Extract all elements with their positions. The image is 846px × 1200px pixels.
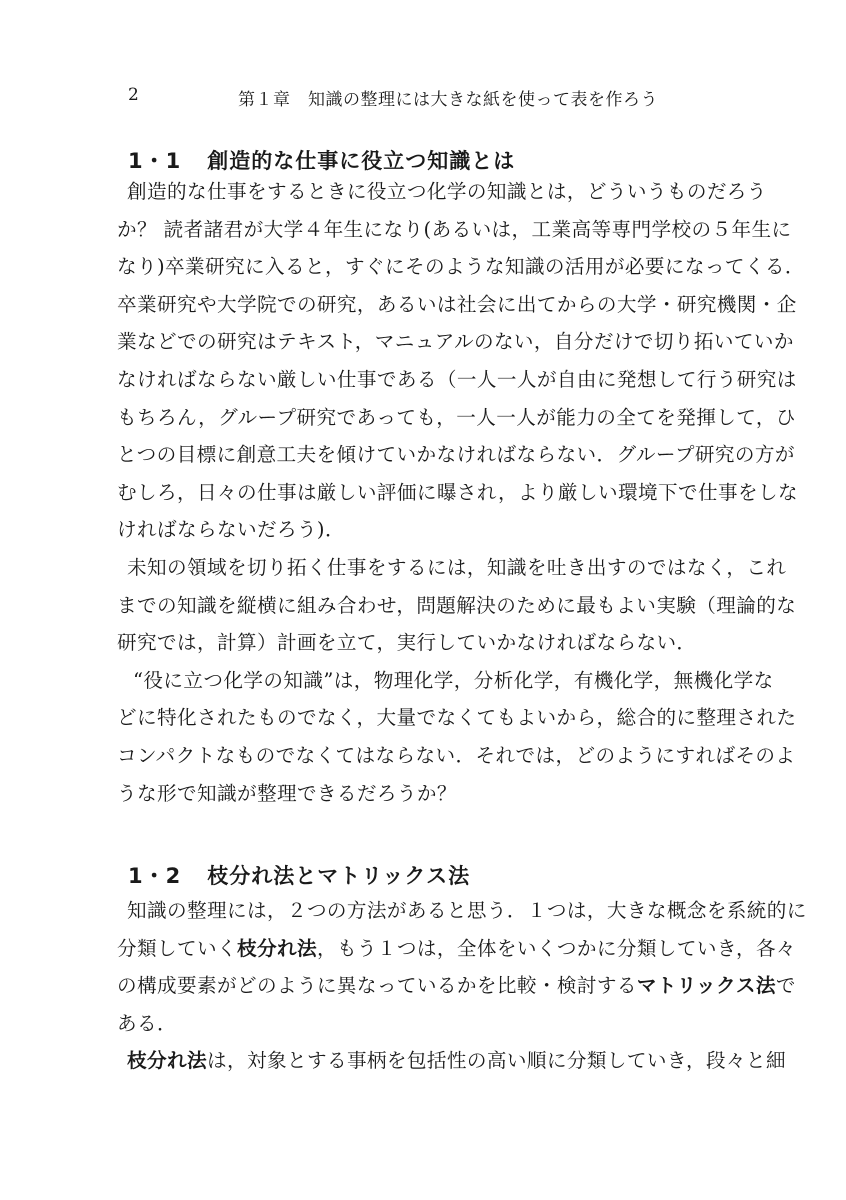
text-line: むしろ，日々の仕事は厳しい評価に曝され，より厳しい環境下で仕事をしな xyxy=(117,480,798,504)
text-line: までの知識を縦横に組み合わせ，問題解決のために最もよい実験（理論的な xyxy=(117,593,797,617)
plain-text: の構成要素がどのように異なっているかを比較・検討する xyxy=(117,974,637,998)
section-number: 1・1 xyxy=(128,149,182,173)
text-line: 知識の整理には，２つの方法があると思う．１つは，大きな概念を系統的に xyxy=(127,899,807,922)
text-line: ければならないだろう)． xyxy=(117,518,345,542)
plain-text: は，対象とする事柄を包括性の高い順に分類していき，段々と細 xyxy=(206,1049,787,1073)
text-line: “役に立つ化学の知識”は，物理化学，分析化学，有機化学，無機化学な xyxy=(133,668,774,692)
running-head xyxy=(128,85,748,109)
text-line: コンパクトなものでなくてはならない．それでは，どのようにすればそのよ xyxy=(117,743,796,767)
bold-term: マトリックス法 xyxy=(636,974,776,998)
text-line xyxy=(117,930,797,968)
bold-term: 枝分れ法 xyxy=(127,1049,207,1073)
page-number: 2 xyxy=(128,85,140,105)
text-line: 卒業研究や大学院での研究，あるいは社会に出てからの大学・研究機関・企 xyxy=(117,292,797,316)
text-line: もちろん，グループ研究であっても，一人一人が能力の全てを発揮して，ひ xyxy=(117,405,796,429)
text-line: 業などでの研究はテキスト，マニュアルのない，自分だけで切り拓いていか xyxy=(117,330,794,354)
section-heading-1-1 xyxy=(128,145,515,175)
text-line: 研究では，計算）計画を立て，実行していかなければならない． xyxy=(117,631,697,655)
text-line: なければならない厳しい仕事である（一人一人が自由に発想して行う研究は xyxy=(117,367,797,391)
text-line: とつの目標に創意工夫を傾けていかなければならない．グループ研究の方が xyxy=(117,443,795,467)
bold-term: 枝分れ法 xyxy=(236,936,317,960)
section-1-1-body xyxy=(117,173,805,812)
section-heading-1-2 xyxy=(128,860,470,890)
section-number: 1・2 xyxy=(128,864,182,888)
plain-text: ，もう１つは，全体をいくつかに分類していき，各々 xyxy=(316,936,797,960)
text-line: 創造的な仕事をするときに役立つ化学の知識とは，どういうものだろう xyxy=(127,180,767,203)
plain-text: 分類していく xyxy=(117,936,237,960)
section-title: 枝分れ法とマトリックス法 xyxy=(207,864,471,888)
text-line: ある． xyxy=(117,1011,177,1035)
chapter-title: 第１章 知識の整理には大きな紙を使って表を作ろう xyxy=(238,90,658,110)
section-1-2-body xyxy=(117,892,807,1080)
text-line: なり)卒業研究に入ると，すぐにそのような知識の活用が必要になってくる． xyxy=(117,255,805,279)
plain-text: で xyxy=(775,974,796,998)
text-line: か？ 読者諸君が大学４年生になり(あるいは，工業高等専門学校の５年生に xyxy=(117,217,792,241)
text-line: 未知の領域を切り拓く仕事をするには，知識を吐き出すのではなく，これ xyxy=(127,555,787,579)
text-line xyxy=(117,967,796,1005)
section-title: 創造的な仕事に役立つ知識とは xyxy=(207,149,516,173)
text-line: どに特化されたものでなく，大量でなくてもよいから，総合的に整理された xyxy=(117,706,797,730)
text-line: うな形で知識が整理できるだろうか？ xyxy=(117,781,457,805)
text-line xyxy=(117,1042,787,1080)
